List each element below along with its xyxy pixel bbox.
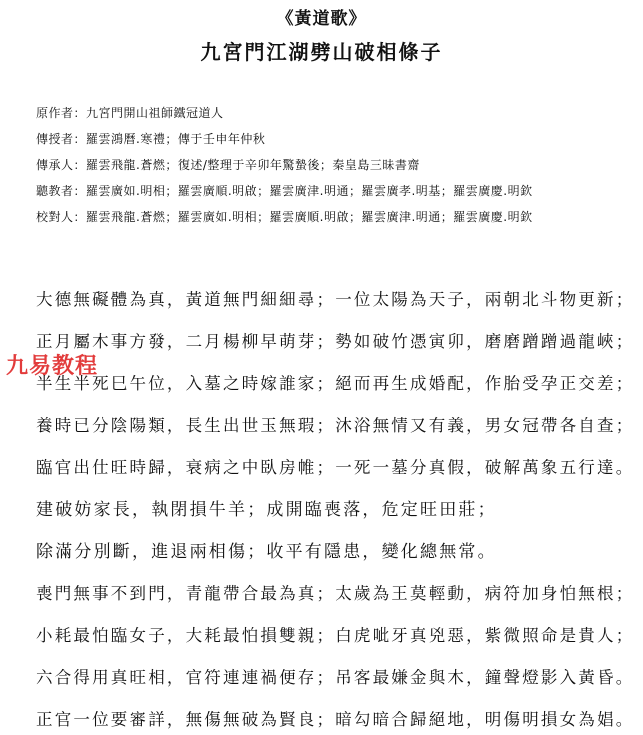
poem-line: 正月屬木事方發，二月楊柳早萌芽；勢如破竹憑寅卯，磨磨蹭蹭過龍峽； bbox=[36, 332, 635, 351]
credit-row-inheritor bbox=[36, 152, 533, 178]
credit-value: 羅雲飛龍.蒼燃；羅雲廣如.明相；羅雲廣順.明啟；羅雲廣津.明通；羅雲廣慶.明欽 bbox=[86, 210, 533, 224]
credit-value: 羅雲廣如.明相；羅雲廣順.明啟；羅雲廣津.明通；羅雲廣孝.明基；羅雲廣慶.明欽 bbox=[86, 184, 533, 198]
watermark-logo: 九易教程 bbox=[6, 354, 99, 379]
credit-label: 傳授者： bbox=[36, 132, 87, 146]
credit-row-proofreaders bbox=[36, 204, 533, 230]
poem-line: 建破妨家長，執閉損牛羊；成開臨喪落，危定旺田莊； bbox=[36, 500, 497, 520]
credit-value: 羅雲鴻曆.寒禮；傳于壬申年仲秋 bbox=[86, 132, 266, 146]
credit-label: 原作者： bbox=[36, 106, 87, 120]
poem-line: 正官一位要審詳，無傷無破為賢良；暗勾暗合歸絕地，明傷明損女為娼。 bbox=[36, 710, 635, 729]
credit-row-transmitter bbox=[36, 126, 533, 152]
credit-value: 羅雲飛龍.蒼燃；復述/整理于辛卯年驚蟄後；秦皇島三昧書齋 bbox=[86, 158, 420, 172]
poem-line: 大德無礙體為真，黃道無門細細尋；一位太陽為天子，兩朝北斗物更新； bbox=[36, 290, 635, 309]
page-subtitle: 九宮門江湖劈山破相條子 bbox=[200, 40, 443, 64]
poem-line: 半生半死巳午位，入墓之時嫁誰家；絕而再生成婚配，作胎受孕正交差； bbox=[36, 374, 635, 393]
credit-row-listeners bbox=[36, 178, 533, 204]
credit-row-author bbox=[36, 100, 533, 126]
poem-line: 除滿分別斷，進退兩相傷；收平有隱患，變化總無常。 bbox=[36, 542, 497, 562]
credit-label: 校對人： bbox=[36, 210, 87, 224]
credit-label: 傳承人： bbox=[36, 158, 87, 172]
poem-line: 養時已分陰陽類，長生出世玉無瑕；沐浴無情又有義，男女冠帶各自查； bbox=[36, 416, 635, 435]
book-title: 《黃道歌》 bbox=[276, 9, 367, 29]
poem-line: 六合得用真旺相，官符連連禍便存；吊客最嫌金與木，鐘聲燈影入黃昏。 bbox=[36, 668, 635, 687]
credit-value: 九宮門開山祖師鐵冠道人 bbox=[86, 106, 224, 120]
poem-line: 小耗最怕臨女子，大耗最怕損雙親；白虎呲牙真兇惡，紫微照命是貴人； bbox=[36, 626, 635, 645]
credit-label: 聽教者： bbox=[36, 184, 87, 198]
poem-line: 喪門無事不到門，青龍帶合最為真；太歲為王莫輕動，病符加身怕無根； bbox=[36, 584, 635, 603]
credits-block bbox=[36, 100, 533, 230]
poem-line: 臨官出仕旺時歸，衰病之中臥房帷；一死一墓分真假，破解萬象五行達。 bbox=[36, 458, 635, 477]
